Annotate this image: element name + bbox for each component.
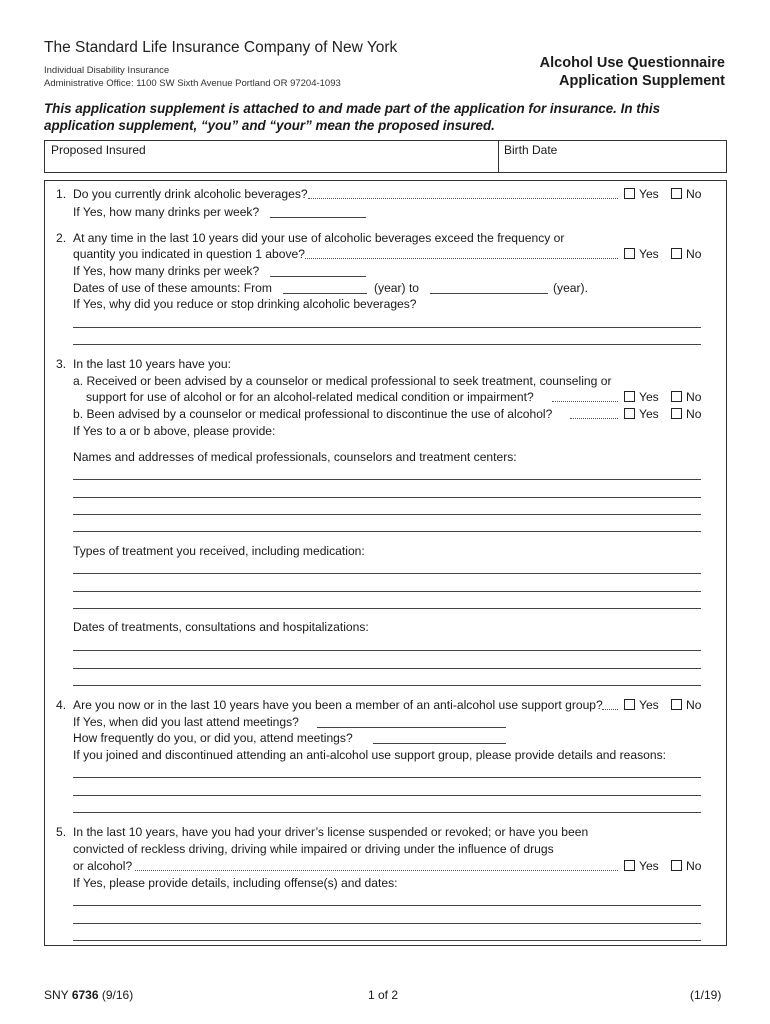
q2-dates-year-to: (year) to [374,281,420,295]
q3-names-line[interactable] [73,514,701,515]
form-id [44,988,133,1002]
q2-yes-checkbox[interactable] [624,247,659,261]
proposed-insured-field[interactable] [51,143,146,157]
q5-leader [135,870,618,871]
q3-names-line[interactable] [73,497,701,498]
yes-label: Yes [639,390,659,404]
q2-followup-drinks: If Yes, how many drinks per week? [73,264,260,278]
q4-followup-details: If you joined and discontinued attending an anti-alcohol use support group, please provide details and reasons: [73,748,667,762]
q2-followup-reason: If Yes, why did you reduce or stop drinking alcoholic beverages? [73,297,417,311]
form-prefix: SNY [44,988,69,1002]
q1-yes-checkbox[interactable] [624,187,659,201]
no-label: No [686,859,702,873]
yes-label: Yes [639,859,659,873]
q1-number: 1. [56,187,67,201]
office-address: Administrative Office: 1100 SW Sixth Avenue Portland OR 97204-1093 [44,78,341,89]
q3-names-line[interactable] [73,531,701,532]
form-number: 6736 [71,988,99,1002]
q2-no-checkbox[interactable] [671,247,701,261]
q2-from-year-input[interactable] [283,293,367,294]
q2-leader [305,258,618,259]
field-divider [498,141,499,172]
insured-info-box [44,140,727,173]
q2-answer-line[interactable] [73,327,701,328]
q3-types-line[interactable] [73,591,701,592]
no-label: No [686,698,702,712]
q3b-yes-checkbox[interactable] [624,407,659,421]
yes-label: Yes [639,187,659,201]
q3a-text-line1: a. Received or been advised by a counselor or medical professional to seek treatment, counseling or [73,374,612,388]
q3a-leader [552,401,618,402]
q5-answer-line[interactable] [73,940,701,941]
q5-text-line1: In the last 10 years, have you had your driver’s license suspended or revoked; or have you been [73,825,589,839]
no-label: No [686,390,702,404]
q5-text-line3: or alcohol? [73,859,133,873]
q3a-text-line2: support for use of alcohol or for an alcohol-related medical condition or impairment? [86,390,534,404]
q5-answer-line[interactable] [73,905,701,906]
q5-followup: If Yes, please provide details, including offense(s) and dates: [73,876,398,890]
q4-answer-line[interactable] [73,795,701,796]
q4-yes-checkbox[interactable] [624,698,659,712]
q1-no-checkbox[interactable] [671,187,701,201]
page-number: 1 of 2 [368,988,399,1002]
q2-dates-year-end: (year). [553,281,588,295]
q2-text-line2: quantity you indicated in question 1 above? [73,247,305,261]
q5-yes-checkbox[interactable] [624,859,659,873]
q4-followup-last: If Yes, when did you last attend meetings? [73,715,299,729]
q5-text-line2: convicted of reckless driving, driving while impaired or driving under the influence of drugs [73,842,554,856]
q5-answer-line[interactable] [73,923,701,924]
q2-text-line1: At any time in the last 10 years did your use of alcoholic beverages exceed the frequency or [73,231,565,245]
q3b-leader [570,418,618,419]
revision-date: (1/19) [690,988,722,1002]
q3a-yes-checkbox[interactable] [624,390,659,404]
q1-followup: If Yes, how many drinks per week? [73,205,260,219]
q3-dates-line[interactable] [73,650,701,651]
q4-no-checkbox[interactable] [671,698,701,712]
q3-dates-label: Dates of treatments, consultations and hospitalizations: [73,620,369,634]
proposed-insured-label: Proposed Insured [51,143,146,157]
q3-names-label: Names and addresses of medical professionals, counselors and treatment centers: [73,450,517,464]
company-name: The Standard Life Insurance Company of New York [44,39,398,56]
q4-last-meeting-input[interactable] [317,727,506,728]
q4-frequency-input[interactable] [373,743,506,744]
q3-types-label: Types of treatment you received, including medication: [73,544,365,558]
q4-number: 4. [56,698,67,712]
q1-text: Do you currently drink alcoholic beverages? [73,187,308,201]
q3-provide: If Yes to a or b above, please provide: [73,424,276,438]
q1-drinks-input[interactable] [270,217,366,218]
form-subtitle: Application Supplement [559,73,725,89]
q3-number: 3. [56,357,67,371]
q3b-no-checkbox[interactable] [671,407,701,421]
q2-to-year-input[interactable] [430,293,548,294]
q3b-text: b. Been advised by a counselor or medical professional to discontinue the use of alcohol? [73,407,553,421]
yes-label: Yes [639,247,659,261]
q3-types-line[interactable] [73,573,701,574]
yes-label: Yes [639,407,659,421]
no-label: No [686,187,702,201]
no-label: No [686,247,702,261]
birth-date-label: Birth Date [504,143,558,157]
intro-statement: This application supplement is attached to and made part of the application for insurance. In this application supplement, “you” and “your” mean the proposed insured. [44,101,661,133]
q3a-no-checkbox[interactable] [671,390,701,404]
q4-text: Are you now or in the last 10 years have you been a member of an anti-alcohol use support group? [73,698,603,712]
q4-answer-line[interactable] [73,777,701,778]
q3-dates-line[interactable] [73,685,701,686]
q2-number: 2. [56,231,67,245]
q4-leader [602,709,618,710]
birth-date-field[interactable] [504,143,557,157]
q2-dates-prefix: Dates of use of these amounts: From [73,281,272,295]
q4-answer-line[interactable] [73,812,701,813]
q2-drinks-input[interactable] [270,276,366,277]
division-name: Individual Disability Insurance [44,65,170,76]
q3-dates-line[interactable] [73,668,701,669]
q5-number: 5. [56,825,67,839]
q1-leader [308,198,618,199]
form-title: Alcohol Use Questionnaire [539,55,725,71]
no-label: No [686,407,702,421]
q3-names-line[interactable] [73,479,701,480]
q5-no-checkbox[interactable] [671,859,701,873]
yes-label: Yes [639,698,659,712]
q4-followup-frequency: How frequently do you, or did you, attend meetings? [73,731,353,745]
q2-answer-line[interactable] [73,344,701,345]
q3-types-line[interactable] [73,608,701,609]
q3-text: In the last 10 years have you: [73,357,231,371]
form-date: (9/16) [101,988,134,1002]
